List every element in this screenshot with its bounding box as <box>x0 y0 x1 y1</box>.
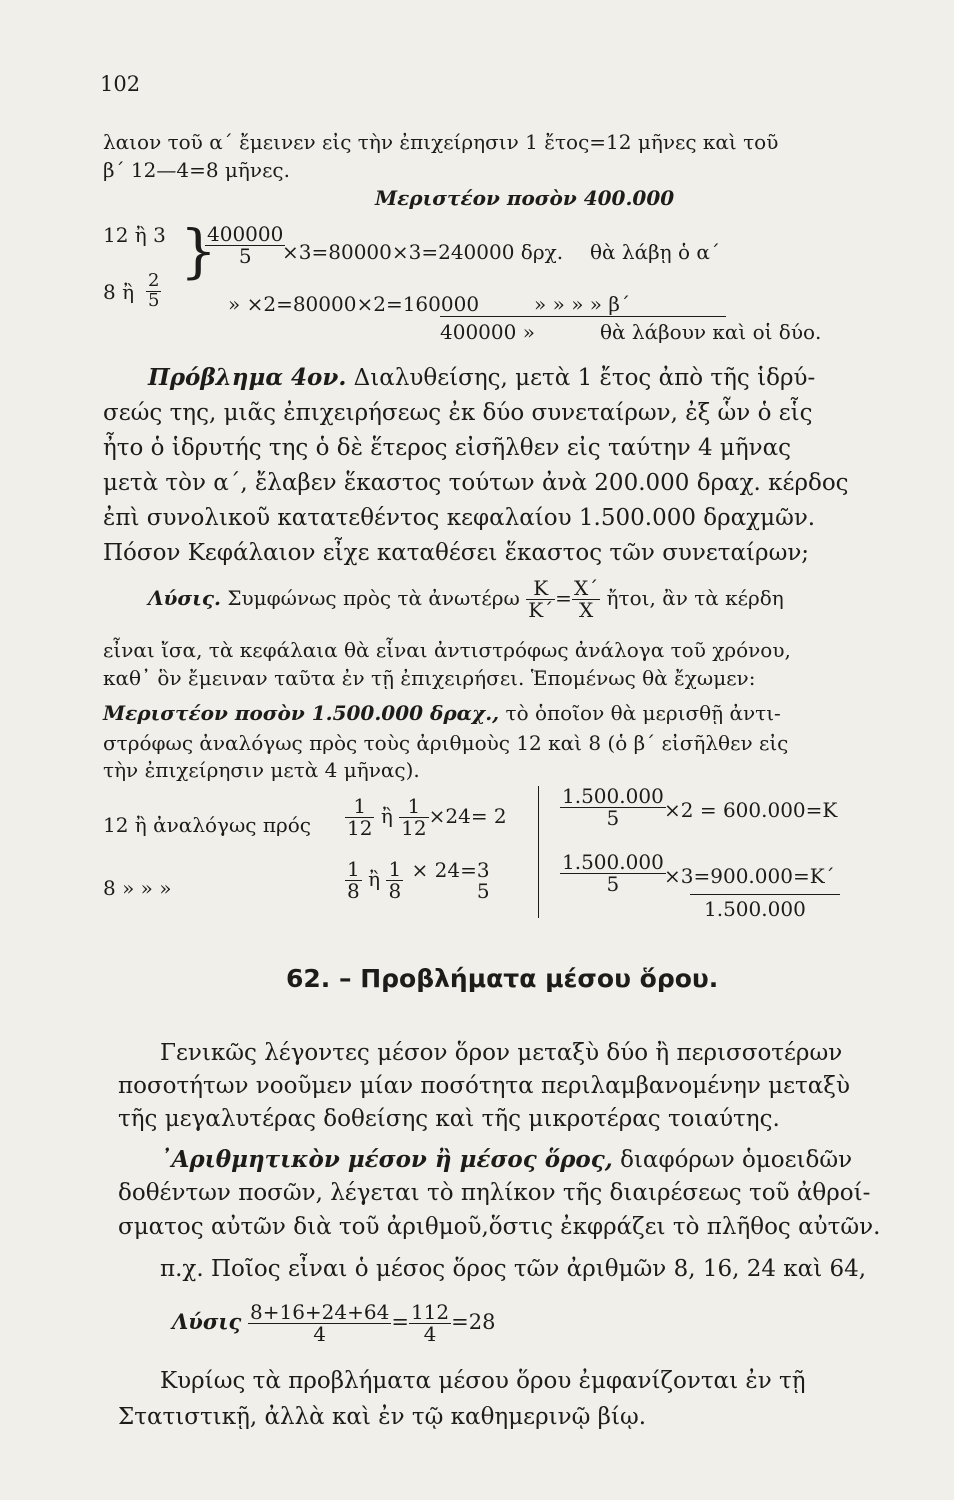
section-p2-line-2: δοθέντων ποσῶν, λέγεται τὸ πηλίκον τῆς διαιρέσεως τοῦ ἀθροί- <box>118 1180 871 1206</box>
solution-line-3: καθ᾽ ὃν ἔμειναν ταῦτα ἐν τῇ ἐπιχειρήσει. Ἑπομένως θὰ ἔχωμεν: <box>103 666 756 690</box>
solution-line-4a: Μεριστέον ποσὸν 1.500.000 δραχ., <box>103 701 500 725</box>
section-solution <box>172 1302 495 1345</box>
calc1-row1-num: 400000 <box>207 222 284 246</box>
calc1-row2-expr: » ×2=80000×2=160000 <box>228 292 480 316</box>
calc2-row-b-left: 8 » » » <box>103 876 172 900</box>
calc2-sum-rule <box>690 894 840 895</box>
calc2-c1-rest: ×2 = 600.000=Κ <box>664 798 838 822</box>
problem4-l1 <box>148 366 815 390</box>
problem4-label: Πρόβλημα 4ον. <box>148 364 347 391</box>
problem4-line-6: Πόσον Κεφάλαιον εἶχε καταθέσει ἕκαστος τῶν συνεταίρων; <box>103 540 810 566</box>
calc1-row2-left-fraction <box>146 272 161 311</box>
section-solution-result: =28 <box>451 1310 496 1334</box>
solution-frac1-den: Κ΄ <box>528 598 554 622</box>
calc1-row1-note: θὰ λάβῃ ὁ α΄ <box>590 240 720 264</box>
section-p1-line-2: ποσοτήτων νοοῦμεν μίαν ποσότητα περιλαμβανομένην μεταξὺ <box>118 1073 850 1099</box>
calc1-sum-rule <box>440 316 726 317</box>
solution-frac2-num: Χ΄ <box>573 576 599 600</box>
section-p3-line-1: Κυρίως τὰ προβλήματα μέσου ὅρου ἐμφανίζονται ἐν τῇ <box>160 1368 806 1394</box>
section-p2-line-1 <box>160 1148 852 1172</box>
solution-line-6: τὴν ἐπιχείρησιν μετὰ 4 μῆνας). <box>103 758 420 782</box>
section-solution-den1: 4 <box>313 1322 327 1346</box>
section-solution-eq: = <box>391 1310 409 1334</box>
section-p1-line-3: τῆς μεγαλυτέρας δοθείσης καὶ τῆς μικροτέρας τοιαύτης. <box>118 1106 780 1132</box>
calc2-a-n2: 1 <box>399 796 428 818</box>
solution-line-2: εἶναι ἴσα, τὰ κεφάλαια θὰ εἶναι ἀντιστρόφως ἀνάλογα τοῦ χρόνου, <box>103 638 791 662</box>
calc1-row2-left: 8 ἢ <box>103 280 135 304</box>
calc2-b-d2: 8 <box>388 879 402 903</box>
calc2-row-a-math <box>345 796 507 839</box>
calc2-a-or: ἢ <box>380 804 393 828</box>
section-solution-den2: 4 <box>423 1322 437 1346</box>
solution-line-1a: Συμφώνως πρὸς τὰ ἀνωτέρω <box>227 586 520 610</box>
problem4-line-4: μετὰ τὸν α΄, ἔλαβεν ἕκαστος τούτων ἀνὰ 200.000 δραχ. κέρδος <box>103 470 849 496</box>
calc1-row1-den: 5 <box>238 244 252 268</box>
calc2-divider <box>538 786 539 918</box>
calc2-c2-den: 5 <box>606 872 620 896</box>
solution-frac2-den: Χ <box>578 598 594 622</box>
calc2-a-rest: ×24= 2 <box>428 804 507 828</box>
solution-frac1-num: Κ <box>526 578 555 600</box>
solution-label: Λύσις. <box>148 586 221 610</box>
calc1-row1-left: 12 ἢ 3 <box>103 223 166 247</box>
calc2-b-n1: 1 <box>347 857 360 881</box>
solution-line-1 <box>148 578 784 621</box>
calc1-row2-quotes: » » » » β΄ <box>534 292 630 316</box>
solution-line-4 <box>103 703 781 723</box>
solution-eq: = <box>555 586 572 610</box>
calc1-row2-left-num: 2 <box>148 270 160 291</box>
calc1-title: Μεριστέον ποσὸν 400.000 <box>375 186 675 210</box>
calc2-b-n2: 1 <box>388 857 402 881</box>
section-p2-term: ᾿Αριθμητικὸν μέσον ἢ μέσος ὅρος, <box>160 1146 613 1173</box>
calc2-c1-den: 5 <box>606 806 620 830</box>
section-solution-label: Λύσις <box>172 1309 242 1334</box>
calc1-row1-fraction <box>205 224 285 267</box>
calc2-col-c2-fraction <box>560 852 666 895</box>
intro-line-2: β΄ 12—4=8 μῆνες. <box>103 158 290 182</box>
calc2-b-rest-den: 5 <box>476 878 490 903</box>
calc2-row-b-math <box>345 859 492 902</box>
solution-line-4b: τὸ ὁποῖον θὰ μερισθῇ ἀντι- <box>505 701 781 725</box>
section-heading: 62. – Προβλήματα μέσου ὅρου. <box>286 964 719 993</box>
section-solution-num2: 112 <box>410 1300 450 1324</box>
section-p1-line-1: Γενικῶς λέγοντες μέσον ὅρον μεταξὺ δύο ἢ περισσοτέρων <box>160 1040 843 1066</box>
calc2-b-or: ἢ <box>368 867 381 891</box>
page-number: 102 <box>100 72 141 96</box>
problem4-line-3: ἦτο ὁ ἱδρυτής της ὁ δὲ ἕτερος εἰσῆλθεν εἰς ταύτην 4 μῆνας <box>103 435 792 461</box>
intro-line-1: λαιον τοῦ α΄ ἔμεινεν εἰς τὴν ἐπιχείρησιν 1 ἔτος=12 μῆνες καὶ τοῦ <box>103 130 779 154</box>
calc1-brace: } <box>180 217 217 285</box>
calc1-total-note: θὰ λάβουν καὶ οἱ δύο. <box>600 320 822 344</box>
solution-line-1b: ἤτοι, ἂν τὰ κέρδη <box>606 586 784 610</box>
calc2-a-d1: 12 <box>347 816 373 840</box>
section-p2-line-3: σματος αὐτῶν διὰ τοῦ ἀριθμοῦ,ὅστις ἐκφράζει τὸ πλῆθος αὐτῶν. <box>118 1214 881 1240</box>
calc1-row2-left-den: 5 <box>148 289 160 311</box>
section-p3-line-2: Στατιστικῇ, ἀλλὰ καὶ ἐν τῷ καθημερινῷ βίῳ. <box>118 1404 647 1430</box>
section-solution-num1: 8+16+24+64 <box>249 1300 390 1324</box>
calc1-total: 400000 » <box>440 320 535 344</box>
calc1-row1-expr: ×3=80000×3=240000 δρχ. <box>282 240 564 264</box>
calc2-b-rest-num: × 24=3 <box>411 857 490 882</box>
calc2-c2-rest: ×3=900.000=Κ΄ <box>664 864 835 888</box>
solution-line-5: στρόφως ἀναλόγως πρὸς τοὺς ἀριθμοὺς 12 καὶ 8 (ὁ β΄ εἰσῆλθεν εἰς <box>103 731 789 755</box>
problem4-line-2: σεώς της, μιᾶς ἐπιχειρήσεως ἐκ δύο συνεταίρων, ἐξ ὧν ὁ εἷς <box>103 400 813 426</box>
calc2-b-d1: 8 <box>347 879 360 903</box>
calc2-a-n1: 1 <box>345 796 374 818</box>
problem4-line-1: Διαλυθείσης, μετὰ 1 ἔτος ἀπὸ τῆς ἱδρύ- <box>353 365 816 391</box>
section-example: π.χ. Ποῖος εἶναι ὁ μέσος ὅρος τῶν ἀριθμῶν 8, 16, 24 καὶ 64, <box>160 1256 867 1282</box>
section-p2-line-1b: διαφόρων ὁμοειδῶν <box>620 1147 853 1173</box>
calc2-col-c1-fraction <box>560 786 666 829</box>
calc2-c1-num: 1.500.000 <box>562 784 664 808</box>
calc2-row-a-left: 12 ἢ ἀναλόγως πρός <box>103 813 311 837</box>
calc2-a-d2: 12 <box>401 816 427 840</box>
problem4-line-5: ἐπὶ συνολικοῦ κατατεθέντος κεφαλαίου 1.500.000 δραχμῶν. <box>103 505 816 531</box>
calc2-c2-num: 1.500.000 <box>562 850 664 874</box>
calc2-total: 1.500.000 <box>704 897 806 921</box>
